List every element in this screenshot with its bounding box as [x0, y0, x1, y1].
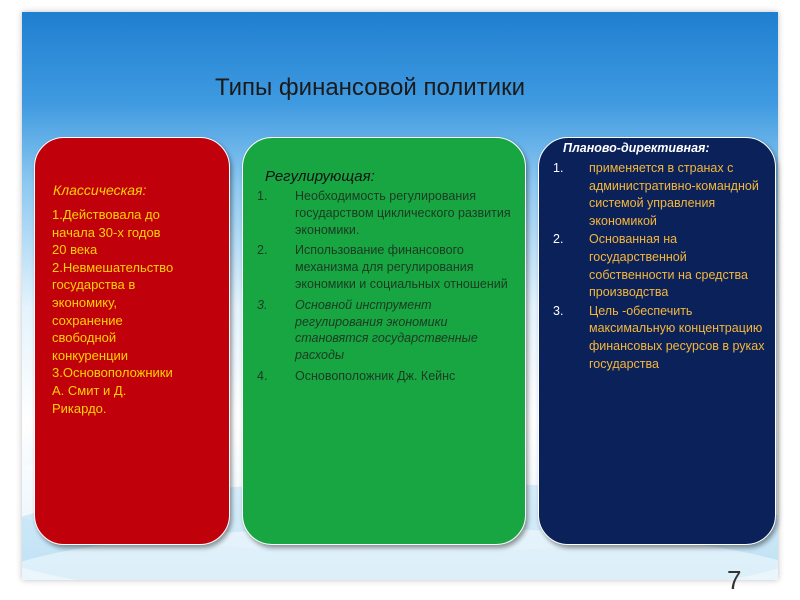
text-line: экономику,	[52, 294, 117, 310]
list-number: 3.	[553, 303, 564, 318]
text-line: Рикардо.	[52, 400, 107, 416]
list-number: 1.	[553, 161, 564, 175]
list-text: Цель -обеспечить максимальную концентрацию финансовых ресурсов в руках государства	[589, 303, 765, 371]
text-line: сохранение	[52, 312, 123, 328]
text-line: государства в	[52, 277, 136, 293]
list-text: Основной инструмент регулирования экономики становятся государственные расходы	[295, 297, 478, 363]
list-text: Основоположник Дж. Кейнс	[295, 368, 456, 383]
text-line: 1.Действовала до	[52, 207, 160, 222]
slide-title: Типы финансовой политики	[215, 74, 525, 101]
list-item	[553, 231, 775, 301]
list-item	[257, 297, 519, 364]
card-regulating-title: Регулирующая:	[265, 168, 375, 185]
text-line: конкуренции	[52, 347, 129, 363]
text-line: свободной	[52, 330, 117, 346]
list-number: 2.	[553, 232, 564, 247]
card-classic	[34, 137, 230, 545]
list-item	[553, 303, 775, 373]
list-item	[257, 368, 519, 385]
list-number: 2.	[257, 243, 268, 258]
list-number: 3.	[257, 297, 268, 312]
text-line: А. Смит и Д.	[52, 382, 127, 398]
text-line: начала 30-х годов	[52, 224, 161, 240]
card-directive-title: Планово-директивная:	[563, 141, 710, 155]
card-directive	[538, 137, 776, 545]
list-item	[257, 242, 519, 292]
list-number: 1.	[257, 189, 268, 203]
list-item	[257, 188, 519, 238]
page-number: 7	[727, 565, 742, 595]
list-text: Использование финансового механизма для регулирования экономики и социальных отношений	[295, 243, 508, 291]
list-number: 4.	[257, 368, 268, 383]
card-regulating-list	[257, 188, 519, 389]
text-line: 3.Основоположники	[52, 365, 173, 381]
list-text: применяется в странах с административно-командной системой управления экономикой	[589, 161, 759, 228]
list-text: Необходимость регулирования государством циклического развития экономики.	[295, 189, 511, 237]
text-line: 2.Невмешательство	[52, 259, 174, 275]
card-regulating	[242, 137, 526, 545]
text-line: 20 века	[52, 242, 98, 258]
card-directive-list	[553, 160, 775, 374]
list-item	[553, 160, 775, 230]
card-classic-title: Классическая:	[53, 182, 147, 198]
list-text: Основанная на государственной собственности на средства производства	[589, 232, 748, 300]
card-classic-text	[52, 206, 230, 417]
